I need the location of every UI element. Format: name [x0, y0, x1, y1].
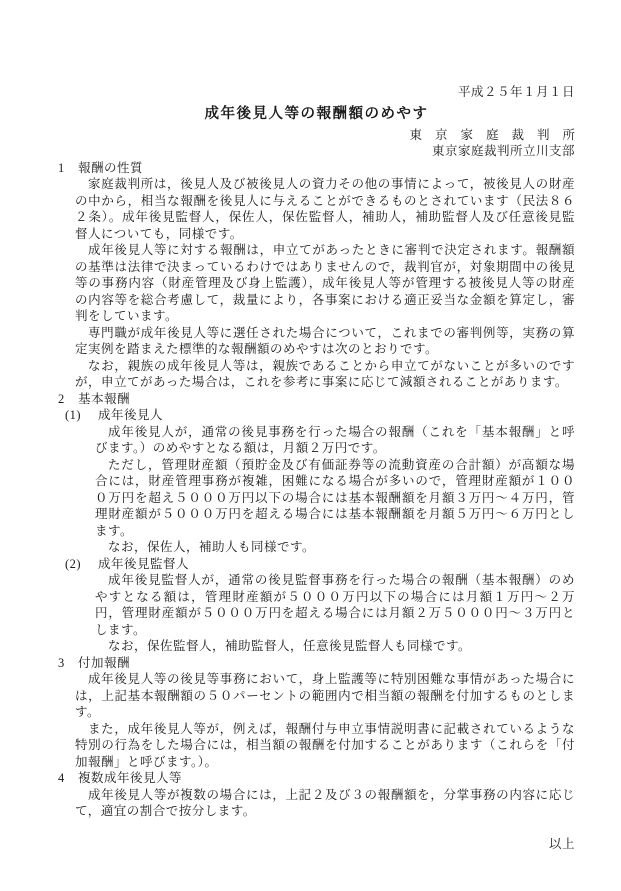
paragraph: 成年後見人等が複数の場合には，上記２及び３の報酬額を，分掌事務の内容に応じて，適宜の割合で按分します。: [75, 787, 575, 818]
section-1: [58, 160, 575, 391]
issuing-court: [58, 127, 588, 144]
document-title: 成年後見人等の報酬額のめやす: [204, 105, 429, 122]
subsection-title: 成年後見人: [98, 408, 164, 422]
section-heading: [58, 770, 575, 787]
subsection-number: (2): [65, 556, 82, 571]
section-number: 4: [58, 771, 65, 785]
section-heading: [58, 655, 575, 672]
section-heading: [58, 160, 575, 177]
issuing-court-branch: 東京家庭裁判所立川支部: [431, 144, 575, 158]
section-title: 基本報酬: [78, 391, 131, 406]
section-number: 2: [58, 391, 65, 406]
section-title: 付加報酬: [78, 655, 131, 670]
paragraph: ただし，管理財産額（預貯金及び有価証券等の流動資産の合計額）が高額な場合には，財産管理事務が複雑，困難になる場合が多いので，管理財産額が１０００万円を超え５０００万円以下の場合には基本報酬額を月額３万円～４万円，管理財産額が５０００万円を超える場合には基本報酬額を月額５万円～６万円とします。: [95, 457, 575, 538]
paragraph: 成年後見人等に対する報酬は，申立てがあったときに審判で決定されます。報酬額の基準は法律で決まっているわけではありませんので，裁判官が，対象期間中の後見等の事務内容（財産管理及び身上監護），成年後見人等が管理する被後見人等の財産の内容等を総合考慮して，裁量により，各事案における適正妥当な金額を算定し，審判をしています。: [75, 243, 575, 323]
subsection-heading: [58, 556, 575, 573]
subsection-heading: [58, 407, 575, 424]
paragraph: 家庭裁判所は，後見人及び被後見人の資力その他の事情によって，被後見人の財産の中から，相当な報酬を後見人に与えることができるものとされています（民法８６２条）。成年後見監督人，保佐人，保佐監督人，補助人，補助監督人及び任意後見監督人についても，同様です。: [75, 177, 575, 241]
paragraph: 成年後見人等の後見等事務において，身上監護等に特別困難な事情があった場合には，上記基本報酬額の５０パーセントの範囲内で相当額の報酬を付加するものとします。: [75, 672, 575, 719]
section-2: [58, 391, 575, 655]
paragraph: 成年後見人が，通常の後見事務を行った場合の報酬（これを「基本報酬」と呼びます。）のめやすとなる額は，月額２万円です。: [95, 424, 575, 455]
closing-mark: 以上: [548, 836, 575, 851]
issuing-court-name: 東京家庭裁判所: [409, 127, 588, 142]
section-4: [58, 770, 575, 820]
section-title: 報酬の性質: [78, 160, 144, 175]
paragraph: 専門職が成年後見人等に選任された場合について，これまでの審判例等，実務の算定実例を踏まえた標準的な報酬額のめやすは次のとおりです。: [75, 325, 575, 356]
paragraph: なお，保佐人，補助人も同様です。: [108, 540, 316, 554]
section-3: [58, 655, 575, 771]
subsection-number: (1): [65, 408, 82, 422]
section-heading: [58, 391, 575, 408]
paragraph: なお，保佐監督人，補助監督人，任意後見監督人も同様です。: [108, 639, 472, 653]
section-number: 1: [58, 160, 65, 175]
section-number: 3: [58, 655, 65, 670]
section-title: 複数成年後見人等: [78, 771, 183, 785]
document-date: 平成２５年１月１日: [457, 85, 575, 99]
subsection-2-1: [58, 407, 575, 556]
paragraph: なお，親族の成年後見人等は，親族であることから申立てがないことが多いのですが，申立てがあった場合は，これを参考に事案に応じて減額されることがあります。: [75, 358, 575, 389]
paragraph: また，成年後見人等が，例えば，報酬付与申立事情説明書に記載されているような特別の行為をした場合には，相当額の報酬を付加することがあります（これらを「付加報酬」と呼びます。）。: [75, 721, 575, 769]
subsection-2-2: [58, 556, 575, 655]
subsection-title: 成年後見監督人: [98, 556, 190, 571]
paragraph: 成年後見監督人が，通常の後見監督事務を行った場合の報酬（基本報酬）のめやすとなる額は，管理財産額が５０００万円以下の場合には月額１万円～２万円，管理財産額が５０００万円を超える場合には月額２万５０００円～３万円とします。: [95, 573, 575, 637]
